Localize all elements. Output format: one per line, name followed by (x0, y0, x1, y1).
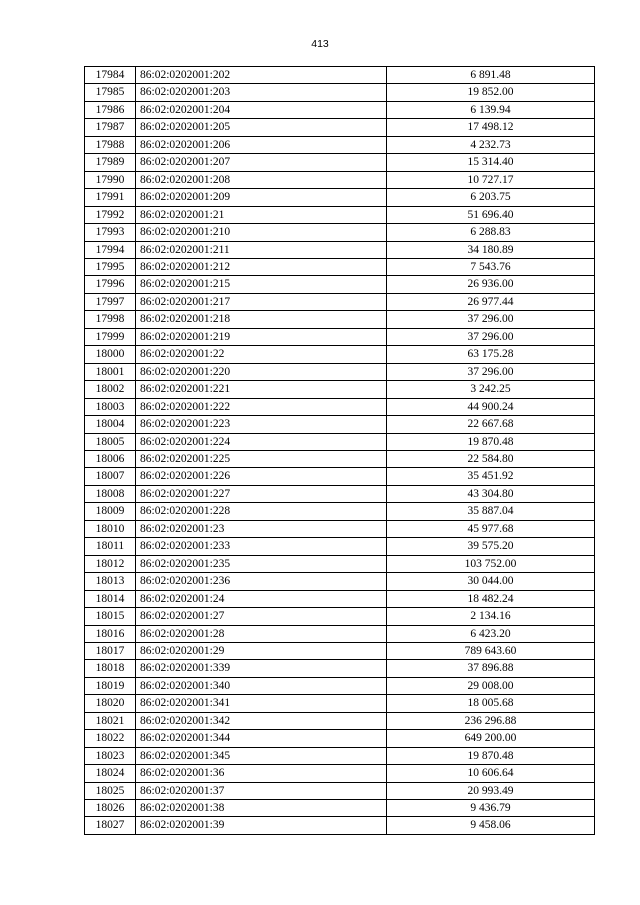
table-row (85, 346, 595, 363)
table-row (85, 730, 595, 747)
table-row (85, 608, 595, 625)
value-cell: 44 900.24 (387, 398, 595, 415)
cadastral-number-cell: 86:02:0202001:227 (136, 485, 387, 502)
table-row (85, 625, 595, 642)
cadastral-number-cell: 86:02:0202001:220 (136, 363, 387, 380)
row-number-cell: 18011 (85, 538, 136, 555)
row-number-cell: 18009 (85, 503, 136, 520)
value-cell: 103 752.00 (387, 555, 595, 572)
value-cell: 39 575.20 (387, 538, 595, 555)
table-row (85, 677, 595, 694)
value-cell: 37 296.00 (387, 363, 595, 380)
row-number-cell: 17989 (85, 154, 136, 171)
cadastral-number-cell: 86:02:0202001:342 (136, 712, 387, 729)
row-number-cell: 18027 (85, 817, 136, 834)
table-row (85, 293, 595, 310)
value-cell: 37 296.00 (387, 311, 595, 328)
value-cell: 6 203.75 (387, 189, 595, 206)
value-cell: 10 606.64 (387, 765, 595, 782)
cadastral-number-cell: 86:02:0202001:27 (136, 608, 387, 625)
table-row (85, 747, 595, 764)
value-cell: 34 180.89 (387, 241, 595, 258)
row-number-cell: 17987 (85, 119, 136, 136)
table-row (85, 433, 595, 450)
table-row (85, 241, 595, 258)
cadastral-number-cell: 86:02:0202001:204 (136, 101, 387, 118)
value-cell: 9 436.79 (387, 800, 595, 817)
cadastral-number-cell: 86:02:0202001:212 (136, 258, 387, 275)
cadastral-number-cell: 86:02:0202001:211 (136, 241, 387, 258)
table-row (85, 782, 595, 799)
row-number-cell: 17997 (85, 293, 136, 310)
table-row (85, 712, 595, 729)
row-number-cell: 17993 (85, 224, 136, 241)
row-number-cell: 18002 (85, 381, 136, 398)
table-row (85, 468, 595, 485)
row-number-cell: 18006 (85, 450, 136, 467)
row-number-cell: 17984 (85, 67, 136, 84)
row-number-cell: 18019 (85, 677, 136, 694)
cadastral-number-cell: 86:02:0202001:207 (136, 154, 387, 171)
value-cell: 6 288.83 (387, 224, 595, 241)
row-number-cell: 17999 (85, 328, 136, 345)
value-cell: 6 891.48 (387, 67, 595, 84)
cadastral-number-cell: 86:02:0202001:225 (136, 450, 387, 467)
value-cell: 236 296.88 (387, 712, 595, 729)
table-row (85, 67, 595, 84)
table-row (85, 416, 595, 433)
value-cell: 35 451.92 (387, 468, 595, 485)
table-row (85, 84, 595, 101)
value-cell: 649 200.00 (387, 730, 595, 747)
table-row (85, 765, 595, 782)
table-row (85, 154, 595, 171)
row-number-cell: 18014 (85, 590, 136, 607)
row-number-cell: 18026 (85, 800, 136, 817)
cadastral-number-cell: 86:02:0202001:208 (136, 171, 387, 188)
row-number-cell: 17994 (85, 241, 136, 258)
value-cell: 2 134.16 (387, 608, 595, 625)
row-number-cell: 18008 (85, 485, 136, 502)
table-row (85, 503, 595, 520)
value-cell: 10 727.17 (387, 171, 595, 188)
cadastral-number-cell: 86:02:0202001:22 (136, 346, 387, 363)
row-number-cell: 17996 (85, 276, 136, 293)
value-cell: 20 993.49 (387, 782, 595, 799)
row-number-cell: 18025 (85, 782, 136, 799)
value-cell: 6 423.20 (387, 625, 595, 642)
table-row (85, 573, 595, 590)
value-cell: 789 643.60 (387, 642, 595, 659)
table-row (85, 224, 595, 241)
table-row (85, 538, 595, 555)
cadastral-number-cell: 86:02:0202001:205 (136, 119, 387, 136)
table-row (85, 398, 595, 415)
cadastral-number-cell: 86:02:0202001:23 (136, 520, 387, 537)
row-number-cell: 18021 (85, 712, 136, 729)
value-cell: 26 977.44 (387, 293, 595, 310)
value-cell: 30 044.00 (387, 573, 595, 590)
row-number-cell: 18016 (85, 625, 136, 642)
table-row (85, 171, 595, 188)
value-cell: 4 232.73 (387, 136, 595, 153)
row-number-cell: 18017 (85, 642, 136, 659)
row-number-cell: 17998 (85, 311, 136, 328)
cadastral-number-cell: 86:02:0202001:24 (136, 590, 387, 607)
table-row (85, 590, 595, 607)
table-row (85, 206, 595, 223)
cadastral-number-cell: 86:02:0202001:222 (136, 398, 387, 415)
row-number-cell: 18010 (85, 520, 136, 537)
value-cell: 19 870.48 (387, 433, 595, 450)
value-cell: 19 852.00 (387, 84, 595, 101)
cadastral-number-cell: 86:02:0202001:217 (136, 293, 387, 310)
cadastral-number-cell: 86:02:0202001:223 (136, 416, 387, 433)
value-cell: 9 458.06 (387, 817, 595, 834)
value-cell: 3 242.25 (387, 381, 595, 398)
table-row (85, 119, 595, 136)
cadastral-number-cell: 86:02:0202001:29 (136, 642, 387, 659)
table-row (85, 660, 595, 677)
table-row (85, 800, 595, 817)
table-row (85, 136, 595, 153)
table-row (85, 555, 595, 572)
cadastral-number-cell: 86:02:0202001:345 (136, 747, 387, 764)
cadastral-number-cell: 86:02:0202001:210 (136, 224, 387, 241)
value-cell: 37 896.88 (387, 660, 595, 677)
row-number-cell: 17986 (85, 101, 136, 118)
row-number-cell: 18003 (85, 398, 136, 415)
value-cell: 7 543.76 (387, 258, 595, 275)
cadastral-number-cell: 86:02:0202001:206 (136, 136, 387, 153)
table-row (85, 450, 595, 467)
value-cell: 35 887.04 (387, 503, 595, 520)
row-number-cell: 17985 (85, 84, 136, 101)
table-row (85, 189, 595, 206)
cadastral-number-cell: 86:02:0202001:339 (136, 660, 387, 677)
value-cell: 15 314.40 (387, 154, 595, 171)
value-cell: 51 696.40 (387, 206, 595, 223)
row-number-cell: 18023 (85, 747, 136, 764)
value-cell: 37 296.00 (387, 328, 595, 345)
row-number-cell: 17990 (85, 171, 136, 188)
value-cell: 26 936.00 (387, 276, 595, 293)
cadastral-number-cell: 86:02:0202001:28 (136, 625, 387, 642)
value-cell: 22 584.80 (387, 450, 595, 467)
cadastral-number-cell: 86:02:0202001:235 (136, 555, 387, 572)
row-number-cell: 18001 (85, 363, 136, 380)
cadastral-number-cell: 86:02:0202001:219 (136, 328, 387, 345)
cadastral-number-cell: 86:02:0202001:36 (136, 765, 387, 782)
table-row (85, 276, 595, 293)
value-cell: 17 498.12 (387, 119, 595, 136)
cadastral-number-cell: 86:02:0202001:209 (136, 189, 387, 206)
cadastral-number-cell: 86:02:0202001:236 (136, 573, 387, 590)
cadastral-number-cell: 86:02:0202001:344 (136, 730, 387, 747)
row-number-cell: 18012 (85, 555, 136, 572)
value-cell: 22 667.68 (387, 416, 595, 433)
value-cell: 6 139.94 (387, 101, 595, 118)
cadastral-number-cell: 86:02:0202001:226 (136, 468, 387, 485)
cadastral-number-cell: 86:02:0202001:218 (136, 311, 387, 328)
row-number-cell: 18022 (85, 730, 136, 747)
table-row (85, 695, 595, 712)
cadastral-number-cell: 86:02:0202001:203 (136, 84, 387, 101)
row-number-cell: 17995 (85, 258, 136, 275)
cadastral-number-cell: 86:02:0202001:215 (136, 276, 387, 293)
cadastral-number-cell: 86:02:0202001:202 (136, 67, 387, 84)
registry-table (84, 66, 595, 835)
cadastral-number-cell: 86:02:0202001:224 (136, 433, 387, 450)
value-cell: 45 977.68 (387, 520, 595, 537)
page-number: 413 (311, 38, 329, 50)
cadastral-number-cell: 86:02:0202001:37 (136, 782, 387, 799)
value-cell: 29 008.00 (387, 677, 595, 694)
row-number-cell: 18004 (85, 416, 136, 433)
table-row (85, 363, 595, 380)
value-cell: 19 870.48 (387, 747, 595, 764)
row-number-cell: 17991 (85, 189, 136, 206)
row-number-cell: 18005 (85, 433, 136, 450)
registry-table-body (85, 67, 595, 835)
value-cell: 18 005.68 (387, 695, 595, 712)
table-row (85, 258, 595, 275)
cadastral-number-cell: 86:02:0202001:233 (136, 538, 387, 555)
value-cell: 43 304.80 (387, 485, 595, 502)
table-row (85, 520, 595, 537)
row-number-cell: 18015 (85, 608, 136, 625)
cadastral-number-cell: 86:02:0202001:340 (136, 677, 387, 694)
cadastral-number-cell: 86:02:0202001:39 (136, 817, 387, 834)
row-number-cell: 18000 (85, 346, 136, 363)
table-row (85, 817, 595, 834)
table-row (85, 328, 595, 345)
table-row (85, 381, 595, 398)
table-row (85, 101, 595, 118)
row-number-cell: 18018 (85, 660, 136, 677)
table-row (85, 311, 595, 328)
row-number-cell: 18024 (85, 765, 136, 782)
row-number-cell: 18020 (85, 695, 136, 712)
value-cell: 18 482.24 (387, 590, 595, 607)
row-number-cell: 18013 (85, 573, 136, 590)
cadastral-number-cell: 86:02:0202001:21 (136, 206, 387, 223)
value-cell: 63 175.28 (387, 346, 595, 363)
cadastral-number-cell: 86:02:0202001:221 (136, 381, 387, 398)
row-number-cell: 17988 (85, 136, 136, 153)
table-row (85, 485, 595, 502)
cadastral-number-cell: 86:02:0202001:228 (136, 503, 387, 520)
cadastral-number-cell: 86:02:0202001:341 (136, 695, 387, 712)
table-row (85, 642, 595, 659)
row-number-cell: 18007 (85, 468, 136, 485)
cadastral-number-cell: 86:02:0202001:38 (136, 800, 387, 817)
row-number-cell: 17992 (85, 206, 136, 223)
